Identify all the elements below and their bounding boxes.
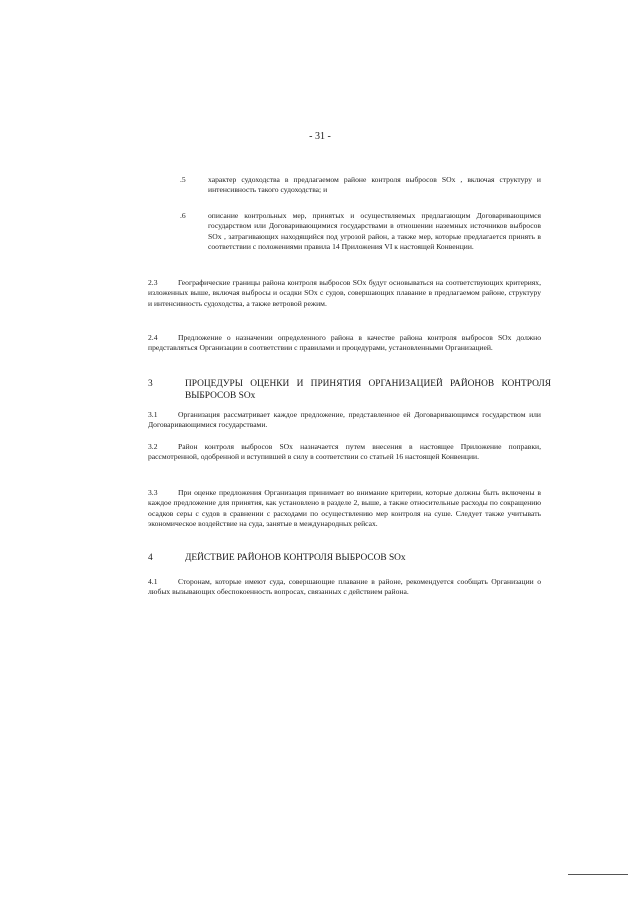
paragraph-text: Организация рассматривает каждое предложение, представленное ей Договаривающимся государством или Договаривающимися государствами.: [148, 410, 541, 430]
paragraph-3-3: [148, 488, 541, 530]
paragraph-2-4: [148, 333, 541, 354]
paragraph-3-2: [148, 442, 541, 463]
page-number: - 31 -: [309, 131, 331, 142]
section-heading-number: 4: [148, 553, 153, 563]
paragraph-number: 3.2: [148, 442, 158, 451]
sub-item-text: характер судоходства в предлагаемом районе контроля выбросов SOx , включая структуру и интенсивность такого судоходства; и: [208, 175, 541, 195]
section-heading-number: 3: [148, 379, 153, 389]
paragraph-3-1: [148, 410, 541, 431]
paragraph-number: 2.3: [148, 278, 158, 287]
sub-item-5: [180, 175, 541, 196]
sub-item-6: [180, 211, 541, 253]
paragraph-number: 3.3: [148, 488, 158, 497]
paragraph-4-1: [148, 577, 541, 598]
sub-item-text: описание контрольных мер, принятых и осуществляемых предлагающим Договаривающимся государством или Договаривающимися государствами в отношении наземных источников выбросов SOx , затрагивающих находящийся под угрозой район, а также мер, которые предлагается принять в соответствии с положениями правила 14 Приложения VI к настоящей Конвенции.: [208, 211, 541, 252]
paragraph-text: Предложение о назначении определенного района в качестве района контроля выбросов SOx должно представляться Организации в соответствии с правилами и процедурами, установленными Организацией.: [148, 333, 541, 353]
paragraph-number: 3.1: [148, 410, 158, 419]
paragraph-text: Географические границы района контроля выбросов SOx будут основываться на соответствующих критериях, изложенных выше, включая выбросы и осадки SOx с судов, совершающих плавание в предлагаемом районе, структуру и интенсивность судоходства, а также ветровой режим.: [148, 278, 541, 308]
sub-item-marker: .5: [180, 175, 186, 184]
paragraph-text: При оценке предложения Организация принимает во внимание критерии, которые должны быть включены в каждое предложение для принятия, как установлено в разделе 2, выше, а также относительные расходы по сокращению осадков серы с судов в сравнении с расходами по осуществлению мер контроля на суше. Следует также учитывать экономическое воздействие на суда, занятые в международных рейсах.: [148, 488, 541, 529]
paragraph-text: Сторонам, которые имеют суда, совершающие плавание в районе, рекомендуется сообщать Организации о любых вызывающих обеспокоенность вопросах, связанных с действием района.: [148, 577, 541, 597]
section-heading-text: ДЕЙСТВИЕ РАЙОНОВ КОНТРОЛЯ ВЫБРОСОВ SOx: [185, 553, 406, 563]
paragraph-number: 2.4: [148, 333, 158, 342]
section-heading-4: [148, 552, 551, 566]
section-heading-text: ПРОЦЕДУРЫ ОЦЕНКИ И ПРИНЯТИЯ ОРГАНИЗАЦИЕЙ РАЙОНОВ КОНТРОЛЯ ВЫБРОСОВ SOx: [185, 379, 551, 401]
paragraph-text: Район контроля выбросов SOx назначается путем внесения в настоящее Приложение поправки, рассмотренной, одобренной и вступившей в силу в соответствии со статьей 16 настоящей Конвенции.: [148, 442, 541, 462]
section-heading-3: [148, 378, 551, 404]
footer-rule: [568, 874, 628, 875]
paragraph-number: 4.1: [148, 577, 158, 586]
sub-item-marker: .6: [180, 211, 186, 220]
paragraph-2-3: [148, 278, 541, 309]
